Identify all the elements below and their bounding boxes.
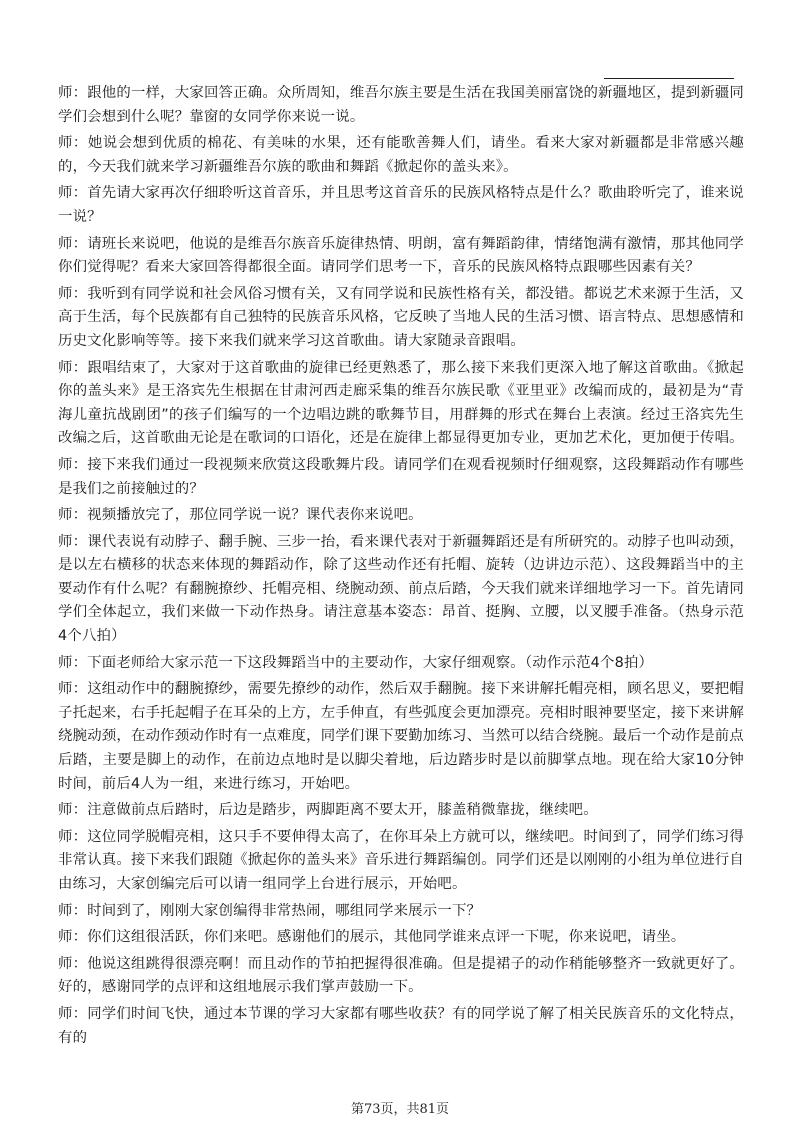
paragraph: 师：注意做前点后踏时，后边是踏步，两脚距离不要太开，膝盖稍微靠拢，继续吧。 — [58, 802, 598, 819]
paragraph: 师：她说会想到优质的棉花、有美味的水果，还有能歌善舞人们，请坐。看来大家对新疆都是非常感兴趣的，今天我们就来学习新疆维吾尔族的歌曲和舞蹈《掀起你的盖头来》。 — [58, 135, 744, 175]
paragraph: 师：下面老师给大家示范一下这段舞蹈当中的主要动作，大家仔细观察。（动作示范4个8拍） — [58, 654, 654, 671]
paragraph: 师：同学们时间飞快，通过本节课的学习大家都有哪些收获？有的同学说了解了相关民族音乐的文化特点，有的 — [58, 1005, 744, 1046]
page-number: 第73页，共81页 — [350, 1102, 450, 1117]
header-rule — [604, 78, 734, 79]
paragraph: 师：跟唱结束了，大家对于这首歌曲的旋律已经更熟悉了，那么接下来我们更深入地了解这首歌曲。《掀起你的盖头来》是王洛宾先生根据在甘肃河西走廊采集的维吾尔族民歌《亚里亚》改编而成的，最初是为“青海儿童抗战剧团”的孩子们编写的一个边唱边跳的歌舞节目，用群舞的形式在舞台上表演。经过王洛宾先生改编之后，这首歌曲无论是在歌词的口语化，还是在旋律上都显得更加专业，更加艺术化，更加便于传唱。 — [58, 359, 744, 447]
paragraph: 师：这位同学脱帽亮相，这只手不要伸得太高了，在你耳朵上方就可以，继续吧。时间到了，同学们练习得非常认真。接下来我们跟随《掀起你的盖头来》音乐进行舞蹈编创。同学们还是以刚刚的小组为单位进行自由练习，大家创编完后可以请一组同学上台进行展示，开始吧。 — [58, 828, 744, 892]
paragraph: 师：首先请大家再次仔细聆听这首音乐，并且思考这首音乐的民族风格特点是什么？歌曲聆听完了，谁来说一说？ — [58, 185, 744, 225]
paragraph: 师：视频播放完了，那位同学说一说？课代表你来说吧。 — [58, 507, 423, 524]
paragraph: 师：时间到了，刚刚大家创编得非常热闹，哪组同学来展示一下？ — [58, 902, 482, 919]
paragraph: 师：请班长来说吧，他说的是维吾尔族音乐旋律热情、明朗，富有舞蹈韵律，情绪饱满有激情，那其他同学你们觉得呢？看来大家回答得都很全面。请同学们思考一下，音乐的民族风格特点跟哪些因素有关？ — [58, 235, 744, 276]
paragraph: 师：接下来我们通过一段视频来欣赏这段歌舞片段。请同学们在观看视频时仔细观察，这段舞蹈动作有哪些是我们之前接触过的？ — [58, 456, 744, 497]
body-text — [58, 82, 744, 1053]
paragraph: 师：我听到有同学说和社会风俗习惯有关，又有同学说和民族性格有关，都没错。都说艺术来源于生活，又高于生活，每个民族都有自己独特的民族音乐风格，它反映了当地人民的生活习惯、语言特点、思想感情和历史文化影响等等。接下来我们就来学习这首歌曲。请大家随录音跟唱。 — [58, 285, 744, 349]
paragraph: 师：这组动作中的翻腕撩纱，需要先撩纱的动作，然后双手翻腕。接下来讲解托帽亮相，顾名思义，要把帽子托起来，右手托起帽子在耳朵的上方，左手伸直，有些弧度会更加漂亮。亮相时眼神要坚定，接下来讲解绕腕动颈，在动作颈动作时有一点难度，同学们课下要勤加练习、当然可以结合绕腕。最后一个动作是前点后踏，主要是脚上的动作，在前边点地时是以脚尖着地，后边踏步时是以前脚掌点地。现在给大家10分钟时间，前后4人为一组，来进行练习，开始吧。 — [58, 681, 744, 792]
paragraph: 师：你们这组很活跃，你们来吧。感谢他们的展示，其他同学谁来点评一下呢，你来说吧，请坐。 — [58, 929, 686, 946]
paragraph: 师：跟他的一样，大家回答正确。众所周知，维吾尔族主要是生活在我国美丽富饶的新疆地区，提到新疆同学们会想到什么呢？靠窗的女同学你来说一说。 — [58, 85, 744, 125]
paragraph: 师：他说这组跳得很漂亮啊！而且动作的节拍把握得很准确。但是提裙子的动作稍能够整齐一致就更好了。好的，感谢同学的点评和这组地展示我们掌声鼓励一下。 — [58, 955, 744, 996]
paragraph: 师：课代表说有动脖子、翻手腕、三步一抬，看来课代表对于新疆舞蹈还是有所研究的。动脖子也叫动颈，是以左右横移的状态来体现的舞蹈动作，除了这些动作还有托帽、旋转（边讲边示范）、这段舞蹈当中的主要动作有什么呢？有翻腕撩纱、托帽亮相、绕腕动颈、前点后踏，今天我们就来详细地学习一下。首先请同学们全体起立，我们来做一下动作热身。请注意基本姿态：昂首、挺胸、立腰，以叉腰手准备。（热身示范4个八拍） — [58, 533, 744, 645]
